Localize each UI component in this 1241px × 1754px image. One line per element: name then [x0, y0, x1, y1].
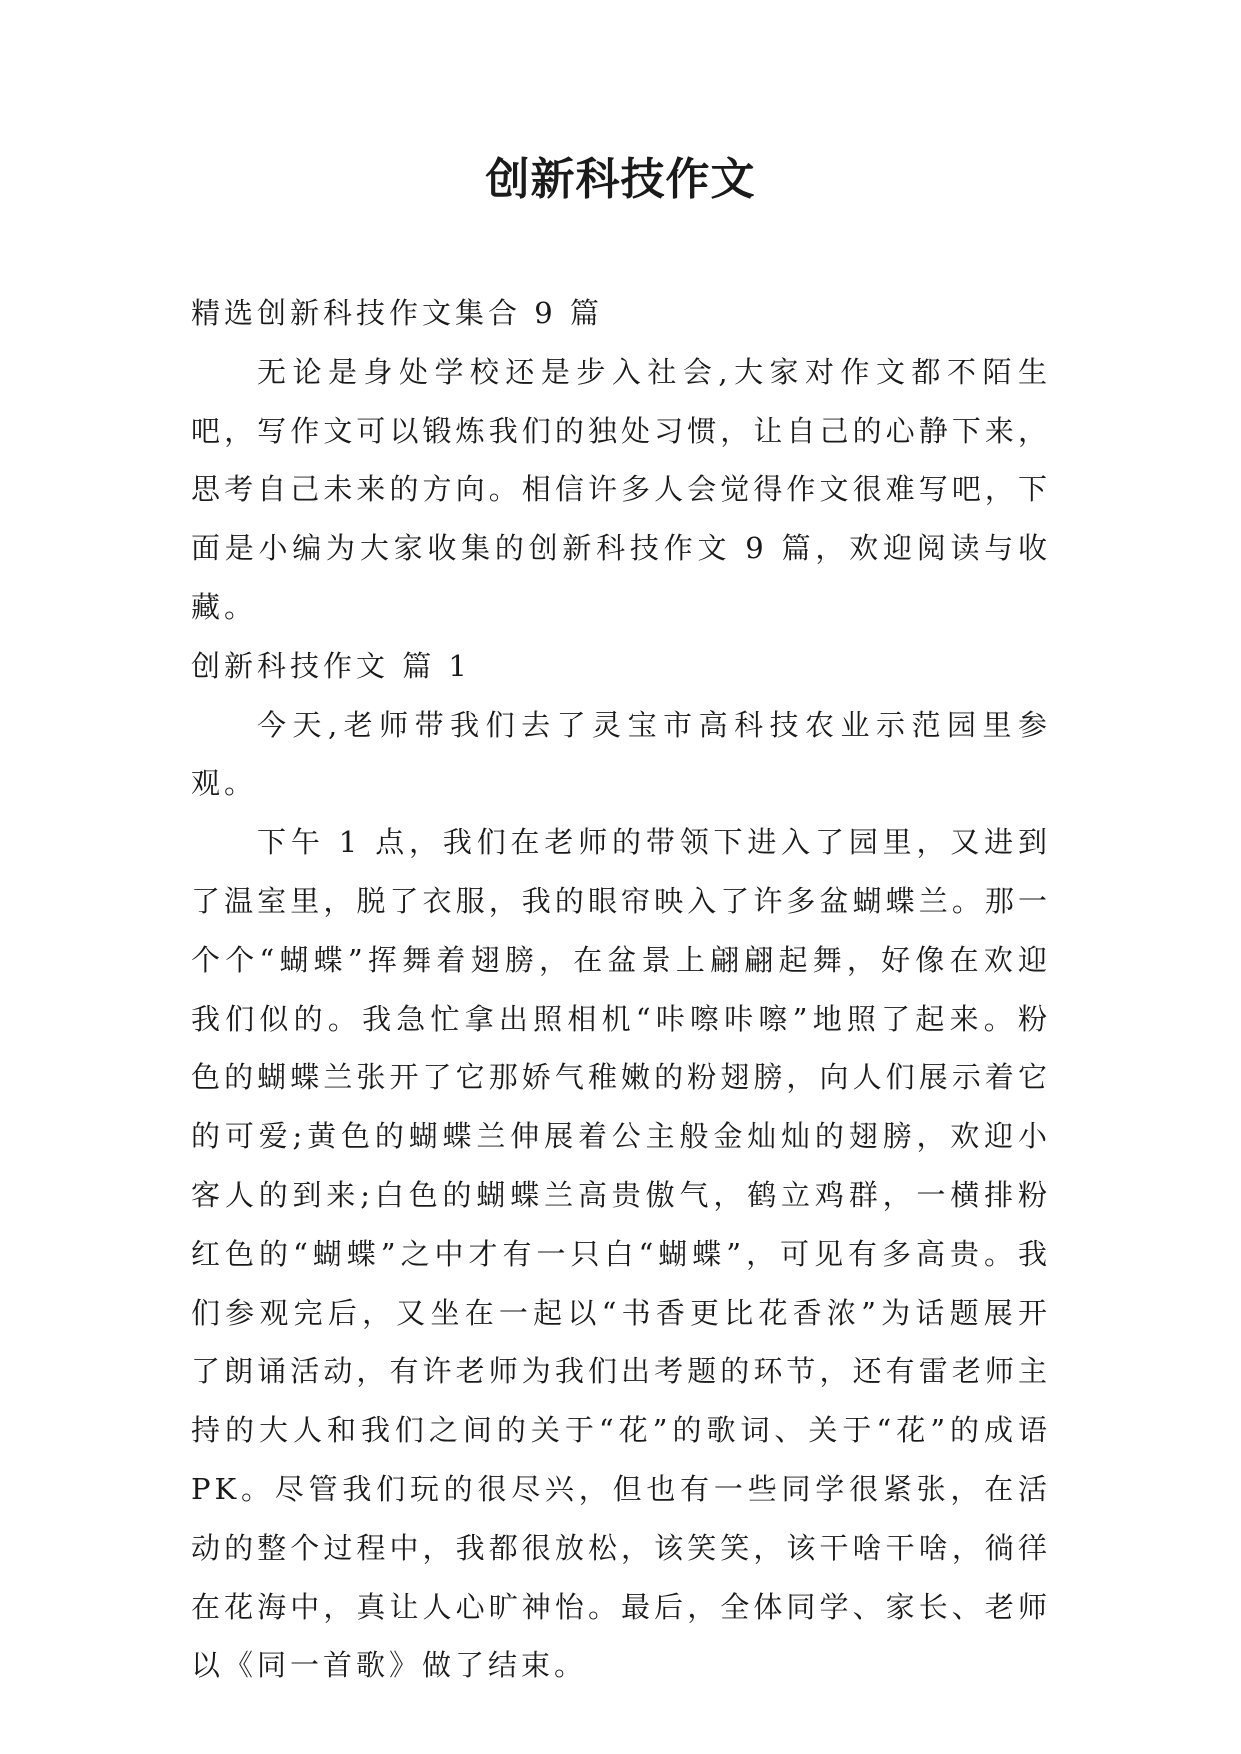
- document-body: [191, 284, 1051, 1695]
- body-paragraph: 今天,老师带我们去了灵宝市高科技农业示范园里参观。: [191, 707, 1051, 801]
- body-paragraph: 下午 1 点，我们在老师的带领下进入了园里，又进到了温室里，脱了衣服，我的眼帘映入了许多盆蝴蝶兰。那一个个“蝴蝶”挥舞着翅膀，在盆景上翩翩起舞，好像在欢迎我们似的。我急忙拿出照相机“咔嚓咔嚓”地照了起来。粉色的蝴蝶兰张开了它那娇气稚嫩的粉翅膀，向人们展示着它的可爱;黄色的蝴蝶兰伸展着公主般金灿灿的翅膀，欢迎小客人的到来;白色的蝴蝶兰高贵傲气，鹤立鸡群，一横排粉红色的“蝴蝶”之中才有一只白“蝴蝶”，可见有多高贵。我们参观完后，又坐在一起以“书香更比花香浓”为话题展开了朗诵活动，有许老师为我们出考题的环节，还有雷老师主持的大人和我们之间的关于“花”的歌词、关于“花”的成语 PK。尽管我们玩的很尽兴，但也有一些同学很紧张，在活动的整个过程中，我都很放松，该笑笑，该干啥干啥，徜徉在花海中，真让人心旷神怡。最后，全体同学、家长、老师以《同一首歌》做了结束。: [191, 825, 1051, 1683]
- section-heading: 创新科技作文 篇 1: [191, 648, 471, 683]
- document-title: 创新科技作文: [485, 154, 756, 205]
- intro-paragraph: 无论是身处学校还是步入社会,大家对作文都不陌生吧，写作文可以锻炼我们的独处习惯，让自己的心静下来，思考自己未来的方向。相信许多人会觉得作文很难写吧，下面是小编为大家收集的创新科技作文 9 篇，欢迎阅读与收藏。: [191, 354, 1051, 624]
- document-subtitle: 精选创新科技作文集合 9 篇: [191, 296, 603, 330]
